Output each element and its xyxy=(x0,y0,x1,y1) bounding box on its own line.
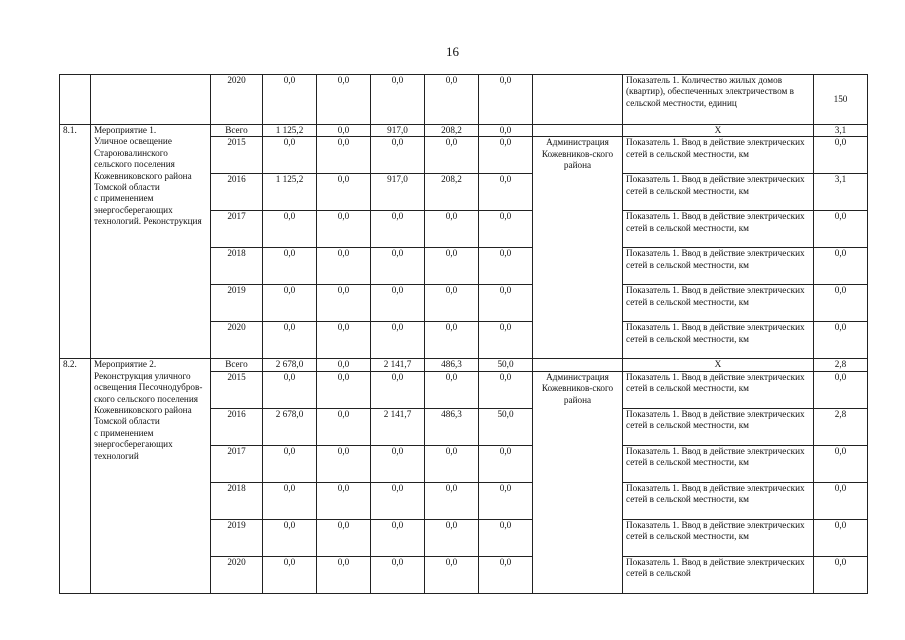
value-cell: 0,0 xyxy=(371,519,425,556)
value-cell: 0,0 xyxy=(371,482,425,519)
value-cell: 0,0 xyxy=(317,371,371,408)
indicator-cell: Показатель 1. Ввод в действие электрических сетей в сельской местности, км xyxy=(623,519,814,556)
value-cell: 0,0 xyxy=(317,137,371,174)
year-cell: 2018 xyxy=(211,248,263,285)
value-cell: 0,0 xyxy=(425,137,479,174)
value-cell: 0,0 xyxy=(371,445,425,482)
value-cell: 0,0 xyxy=(479,371,533,408)
value-cell: 0,0 xyxy=(479,125,533,137)
value-cell: 0,0 xyxy=(317,285,371,322)
year-cell: 2020 xyxy=(211,75,263,125)
measure-total-row xyxy=(60,359,868,371)
indicator-cell: Показатель 1. Количество жилых домов (квартир), обеспеченных электричеством в сельской местности, единиц xyxy=(623,75,814,125)
value-cell: 0,0 xyxy=(317,174,371,211)
executor-cell xyxy=(533,125,623,137)
value-cell: 0,0 xyxy=(317,322,371,359)
indicator-cell: Показатель 1. Ввод в действие электрических сетей в сельской местности, км xyxy=(623,248,814,285)
value-cell: 917,0 xyxy=(371,125,425,137)
value-cell: 0,0 xyxy=(371,371,425,408)
value-cell: 0,0 xyxy=(317,445,371,482)
value-cell: 0,0 xyxy=(425,519,479,556)
value-cell: 0,0 xyxy=(263,371,317,408)
value-cell: 1 125,2 xyxy=(263,125,317,137)
value-cell: 0,0 xyxy=(425,556,479,593)
value-cell: 0,0 xyxy=(479,445,533,482)
indicator-cell: Показатель 1. Ввод в действие электрических сетей в сельской xyxy=(623,556,814,593)
value-cell: 2 141,7 xyxy=(371,408,425,445)
target-cell: 2,8 xyxy=(814,359,868,371)
year-cell: 2017 xyxy=(211,211,263,248)
indicator-cell: Показатель 1. Ввод в действие электрических сетей в сельской местности, км xyxy=(623,371,814,408)
page-number: 16 xyxy=(446,44,459,59)
indicator-cell: Показатель 1. Ввод в действие электрических сетей в сельской местности, км xyxy=(623,174,814,211)
measure-number: 8.2. xyxy=(60,359,91,593)
indicator-cell: X xyxy=(623,359,814,371)
table-body xyxy=(60,75,868,594)
value-cell: 0,0 xyxy=(263,556,317,593)
program-table xyxy=(59,74,868,594)
executor-cell xyxy=(533,75,623,125)
year-cell: 2019 xyxy=(211,519,263,556)
year-cell: 2019 xyxy=(211,285,263,322)
indicator-cell: Показатель 1. Ввод в действие электрических сетей в сельской местности, км xyxy=(623,322,814,359)
value-cell: 0,0 xyxy=(479,174,533,211)
target-cell: 0,0 xyxy=(814,371,868,408)
value-cell: 0,0 xyxy=(479,482,533,519)
target-cell: 2,8 xyxy=(814,408,868,445)
value-cell: 0,0 xyxy=(371,211,425,248)
value-cell: 0,0 xyxy=(317,556,371,593)
target-cell: 0,0 xyxy=(814,482,868,519)
value-cell: 0,0 xyxy=(425,322,479,359)
value-cell: 0,0 xyxy=(425,482,479,519)
value-cell: 0,0 xyxy=(479,556,533,593)
value-cell: 0,0 xyxy=(425,371,479,408)
value-cell: 0,0 xyxy=(425,75,479,125)
value-cell: 0,0 xyxy=(317,248,371,285)
value-cell: 208,2 xyxy=(425,174,479,211)
value-cell: 0,0 xyxy=(317,359,371,371)
value-cell: 0,0 xyxy=(317,408,371,445)
value-cell: 486,3 xyxy=(425,359,479,371)
value-cell: 0,0 xyxy=(317,75,371,125)
executor-cell xyxy=(533,359,623,371)
value-cell: 50,0 xyxy=(479,408,533,445)
value-cell: 0,0 xyxy=(263,137,317,174)
value-cell: 0,0 xyxy=(479,322,533,359)
value-cell: 0,0 xyxy=(371,285,425,322)
value-cell: 486,3 xyxy=(425,408,479,445)
value-cell: 0,0 xyxy=(479,285,533,322)
value-cell: 0,0 xyxy=(479,248,533,285)
value-cell: 0,0 xyxy=(317,125,371,137)
value-cell: 0,0 xyxy=(263,519,317,556)
num-cell xyxy=(60,75,91,125)
measure-number: 8.1. xyxy=(60,125,91,359)
value-cell: 0,0 xyxy=(263,248,317,285)
value-cell: 0,0 xyxy=(371,322,425,359)
year-cell: 2016 xyxy=(211,174,263,211)
value-cell: 0,0 xyxy=(263,445,317,482)
value-cell: 0,0 xyxy=(317,519,371,556)
value-cell: 0,0 xyxy=(479,137,533,174)
value-cell: 2 141,7 xyxy=(371,359,425,371)
value-cell: 0,0 xyxy=(479,75,533,125)
target-cell: 150 xyxy=(814,75,868,125)
executor-cell: Администрация Кожевников-ского района xyxy=(533,371,623,593)
year-cell: 2020 xyxy=(211,322,263,359)
value-cell: 0,0 xyxy=(371,75,425,125)
value-cell: 0,0 xyxy=(425,445,479,482)
measure-name: Мероприятие 2. Реконструкция уличного освещения Песочнодубров-ского сельского поселения Кожевниковского района Томской области с применением энергосберегающих технологий xyxy=(91,359,211,593)
year-cell: 2017 xyxy=(211,445,263,482)
value-cell: 0,0 xyxy=(263,322,317,359)
value-cell: 0,0 xyxy=(425,211,479,248)
indicator-cell: Показатель 1. Ввод в действие электрических сетей в сельской местности, км xyxy=(623,482,814,519)
year-cell: 2015 xyxy=(211,137,263,174)
target-cell: 0,0 xyxy=(814,137,868,174)
indicator-cell: Показатель 1. Ввод в действие электрических сетей в сельской местности, км xyxy=(623,408,814,445)
value-cell: 1 125,2 xyxy=(263,174,317,211)
target-cell: 0,0 xyxy=(814,519,868,556)
year-cell: 2016 xyxy=(211,408,263,445)
indicator-cell: Показатель 1. Ввод в действие электрических сетей в сельской местности, км xyxy=(623,285,814,322)
target-cell: 0,0 xyxy=(814,248,868,285)
executor-cell: Администрация Кожевников-ского района xyxy=(533,137,623,359)
measure-name: Мероприятие 1. Уличное освещение Староювалинского сельского поселения Кожевниковского района Томской области с применением энергосберегающих технологий. Реконструкция xyxy=(91,125,211,359)
indicator-cell: X xyxy=(623,125,814,137)
value-cell: 0,0 xyxy=(317,211,371,248)
value-cell: 208,2 xyxy=(425,125,479,137)
value-cell: 0,0 xyxy=(479,519,533,556)
measure-total-row xyxy=(60,125,868,137)
value-cell: 0,0 xyxy=(263,482,317,519)
value-cell: 50,0 xyxy=(479,359,533,371)
target-cell: 0,0 xyxy=(814,211,868,248)
value-cell: 0,0 xyxy=(479,211,533,248)
target-cell: 0,0 xyxy=(814,445,868,482)
name-cell xyxy=(91,75,211,125)
value-cell: 0,0 xyxy=(263,211,317,248)
target-cell: 3,1 xyxy=(814,125,868,137)
value-cell: 2 678,0 xyxy=(263,359,317,371)
value-cell: 2 678,0 xyxy=(263,408,317,445)
value-cell: 0,0 xyxy=(263,285,317,322)
year-cell: 2015 xyxy=(211,371,263,408)
value-cell: 0,0 xyxy=(371,248,425,285)
value-cell: 0,0 xyxy=(425,248,479,285)
target-cell: 3,1 xyxy=(814,174,868,211)
value-cell: 0,0 xyxy=(263,75,317,125)
target-cell: 0,0 xyxy=(814,322,868,359)
year-cell: Всего xyxy=(211,125,263,137)
indicator-cell: Показатель 1. Ввод в действие электрических сетей в сельской местности, км xyxy=(623,445,814,482)
year-cell: Всего xyxy=(211,359,263,371)
table-row xyxy=(60,75,868,125)
value-cell: 0,0 xyxy=(317,482,371,519)
indicator-cell: Показатель 1. Ввод в действие электрических сетей в сельской местности, км xyxy=(623,137,814,174)
value-cell: 0,0 xyxy=(371,137,425,174)
target-cell: 0,0 xyxy=(814,285,868,322)
target-cell: 0,0 xyxy=(814,556,868,593)
year-cell: 2018 xyxy=(211,482,263,519)
value-cell: 0,0 xyxy=(425,285,479,322)
value-cell: 917,0 xyxy=(371,174,425,211)
year-cell: 2020 xyxy=(211,556,263,593)
indicator-cell: Показатель 1. Ввод в действие электрических сетей в сельской местности, км xyxy=(623,211,814,248)
value-cell: 0,0 xyxy=(371,556,425,593)
